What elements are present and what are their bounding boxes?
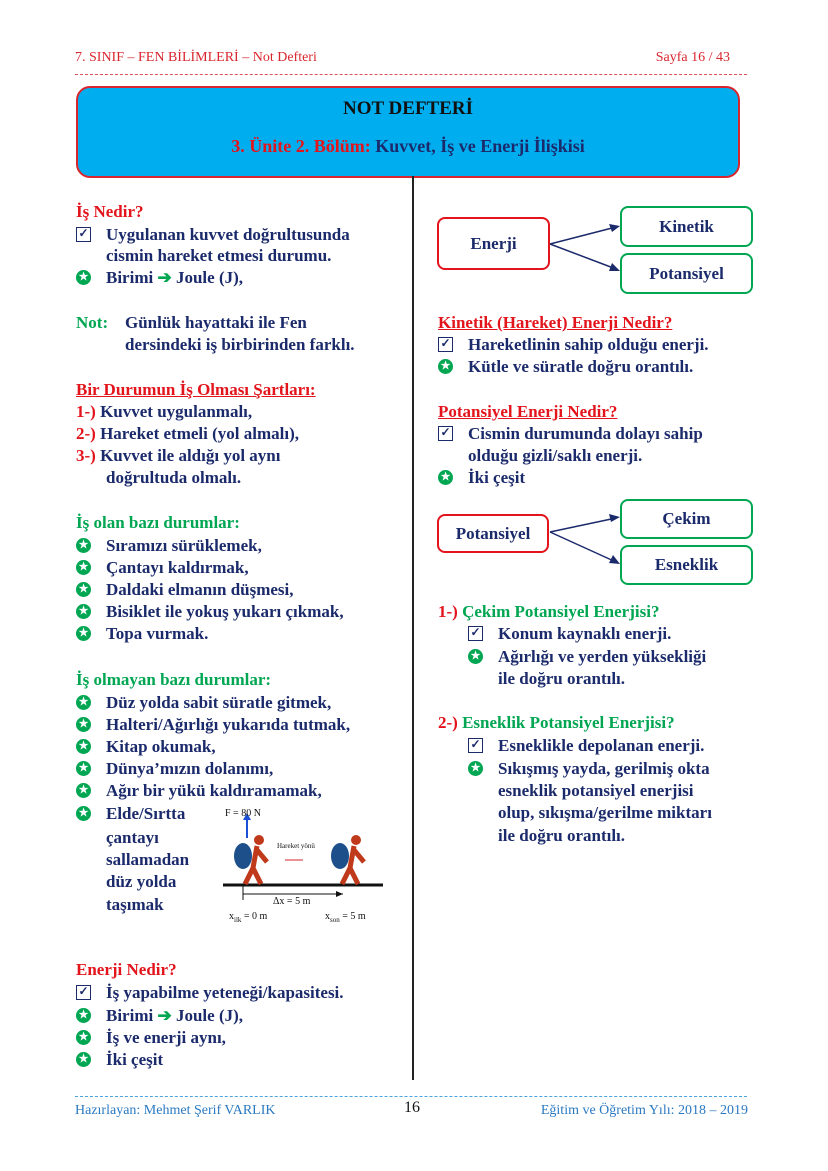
note-text: Günlük hayattaki ile Fen bbox=[125, 313, 307, 332]
heading-elastic: 2-) Esneklik Potansiyel Enerjisi? bbox=[438, 713, 675, 732]
list-item: ✓ İş yapabilme yeteneği/kapasitesi. bbox=[76, 982, 344, 1004]
potential-box: Potansiyel bbox=[620, 253, 753, 294]
heading-work-cases: İş olan bazı durumlar: bbox=[76, 513, 240, 532]
star-icon: ★ bbox=[76, 739, 91, 754]
list-item: ★ Elde/Sırtta bbox=[76, 803, 185, 825]
heading-kinetic: Kinetik (Hareket) Enerji Nedir? bbox=[438, 313, 673, 332]
star-icon: ★ bbox=[76, 695, 91, 710]
star-icon: ★ bbox=[76, 761, 91, 776]
checkbox-icon: ✓ bbox=[76, 985, 91, 1000]
checkbox-icon: ✓ bbox=[438, 426, 453, 441]
list-item-cont: sallamadan bbox=[106, 850, 190, 869]
list-item: ★ Birimi ➔ Joule (J), bbox=[76, 1005, 243, 1027]
list-item: ✓ Cismin durumunda dolayı sahip bbox=[438, 423, 703, 445]
star-icon: ★ bbox=[76, 538, 91, 553]
potential-root-box: Potansiyel bbox=[437, 514, 549, 553]
checkbox-icon: ✓ bbox=[76, 227, 91, 242]
list-item: ★ Düz yolda sabit süratle gitmek, bbox=[76, 692, 331, 714]
list-item: ★ İki çeşit bbox=[76, 1049, 163, 1071]
title-banner bbox=[76, 86, 740, 178]
walking-figure bbox=[215, 808, 385, 928]
footer-divider bbox=[75, 1096, 747, 1097]
unit-label: 3. Ünite 2. Bölüm: bbox=[231, 136, 371, 156]
list-item: ★ Kütle ve süratle doğru orantılı. bbox=[438, 356, 693, 378]
star-icon: ★ bbox=[76, 1030, 91, 1045]
column-divider bbox=[412, 176, 414, 1080]
footer-page-number: 16 bbox=[404, 1099, 420, 1116]
list-item: ★ Dünya’mızın dolanımı, bbox=[76, 758, 273, 780]
direction-label: Hareket yönü bbox=[277, 842, 315, 850]
heading-energy: Enerji Nedir? bbox=[76, 960, 177, 979]
list-item-cont: olduğu gizli/saklı enerji. bbox=[468, 446, 643, 465]
note-text: dersindeki iş birbirinden farklı. bbox=[125, 335, 355, 354]
checkbox-icon: ✓ bbox=[438, 337, 453, 352]
arrow-icon: ➔ bbox=[157, 1006, 172, 1025]
star-icon: ★ bbox=[76, 560, 91, 575]
star-icon: ★ bbox=[76, 783, 91, 798]
list-item: ✓ Hareketlinin sahip olduğu enerji. bbox=[438, 334, 709, 356]
star-icon: ★ bbox=[438, 470, 453, 485]
list-item: ★ Birimi ➔ Joule (J), bbox=[76, 267, 243, 289]
list-item: ★ Sıramızı sürüklemek, bbox=[76, 535, 262, 557]
checkbox-icon: ✓ bbox=[468, 626, 483, 641]
list-item: ✓ Esneklikle depolanan enerji. bbox=[468, 735, 704, 757]
kinetic-box: Kinetik bbox=[620, 206, 753, 247]
footer-author: Hazırlayan: Mehmet Şerif VARLIK bbox=[75, 1103, 276, 1118]
gravity-box: Çekim bbox=[620, 499, 753, 539]
list-item-cont: taşımak bbox=[106, 895, 164, 914]
list-item: ★ Ağırlığı ve yerden yüksekliği bbox=[468, 646, 706, 668]
list-item: ★ İki çeşit bbox=[438, 467, 525, 489]
list-item: ✓ Uygulanan kuvvet doğrultusunda bbox=[76, 224, 350, 246]
star-icon: ★ bbox=[76, 582, 91, 597]
list-item: 2-) Hareket etmeli (yol almalı), bbox=[76, 424, 299, 443]
star-icon: ★ bbox=[76, 717, 91, 732]
list-item: 3-) Kuvvet ile aldığı yol aynı bbox=[76, 446, 281, 465]
list-item: ★ Çantayı kaldırmak, bbox=[76, 557, 249, 579]
heading-nonwork-cases: İş olmayan bazı durumlar: bbox=[76, 670, 272, 689]
force-label: F = 80 N bbox=[225, 808, 261, 819]
banner-subtitle bbox=[78, 136, 738, 157]
header-page: Sayfa 16 / 43 bbox=[655, 50, 730, 65]
energy-box: Enerji bbox=[437, 217, 550, 270]
star-icon: ★ bbox=[468, 761, 483, 776]
list-item-cont: çantayı bbox=[106, 828, 159, 847]
arrow-icon: ➔ bbox=[157, 268, 172, 287]
list-item-cont: olup, sıkışma/gerilme miktarı bbox=[498, 803, 712, 822]
heading-potential: Potansiyel Enerji Nedir? bbox=[438, 402, 618, 421]
unit-title: Kuvvet, İş ve Enerji İlişkisi bbox=[375, 136, 585, 156]
branch-arrows bbox=[548, 510, 623, 570]
list-item: ✓ Konum kaynaklı enerji. bbox=[468, 623, 671, 645]
star-icon: ★ bbox=[76, 270, 91, 285]
list-item-cont: cismin hareket etmesi durumu. bbox=[106, 246, 332, 265]
list-item: ★ Bisiklet ile yokuş yukarı çıkmak, bbox=[76, 601, 344, 623]
list-item-cont: doğrultuda olmalı. bbox=[106, 468, 242, 487]
list-item-cont: düz yolda bbox=[106, 872, 177, 891]
star-icon: ★ bbox=[76, 806, 91, 821]
list-item: ★ Ağır bir yükü kaldıramamak, bbox=[76, 780, 322, 802]
star-icon: ★ bbox=[468, 649, 483, 664]
list-item: ★ Sıkışmış yayda, gerilmiş okta bbox=[468, 758, 710, 780]
star-icon: ★ bbox=[76, 1008, 91, 1023]
star-icon: ★ bbox=[76, 626, 91, 641]
list-item: ★ Daldaki elmanın düşmesi, bbox=[76, 579, 294, 601]
list-item: ★ Kitap okumak, bbox=[76, 736, 216, 758]
branch-arrows bbox=[548, 220, 623, 280]
list-item-cont: esneklik potansiyel enerjisi bbox=[498, 781, 694, 800]
heading-is-nedir: İş Nedir? bbox=[76, 202, 144, 221]
star-icon: ★ bbox=[76, 1052, 91, 1067]
displacement-label: Δx = 5 m bbox=[273, 896, 311, 907]
list-item: ★ Topa vurmak. bbox=[76, 623, 208, 645]
note-label: Not: bbox=[76, 313, 109, 332]
header-title: 7. SINIF – FEN BİLİMLERİ – Not Defteri bbox=[75, 50, 317, 65]
list-item-cont: ile doğru orantılı. bbox=[498, 826, 626, 845]
list-item: 1-) Kuvvet uygulanmalı, bbox=[76, 402, 253, 421]
banner-title: NOT DEFTERİ bbox=[342, 98, 474, 119]
star-icon: ★ bbox=[76, 604, 91, 619]
heading-conditions: Bir Durumun İş Olması Şartları: bbox=[76, 380, 316, 399]
end-position-label: $x_{son} = 5$ m bbox=[325, 911, 366, 924]
header-divider bbox=[75, 74, 747, 75]
footer-year: Eğitim ve Öğretim Yılı: 2018 – 2019 bbox=[540, 1103, 748, 1118]
start-position-label: $x_{ilk} = 0$ m bbox=[229, 911, 268, 924]
list-item: ★ İş ve enerji aynı, bbox=[76, 1027, 226, 1049]
list-item-cont: ile doğru orantılı. bbox=[498, 669, 626, 688]
hikers-illustration bbox=[215, 808, 385, 928]
elastic-box: Esneklik bbox=[620, 545, 753, 585]
heading-gravity: 1-) Çekim Potansiyel Enerjisi? bbox=[438, 602, 660, 621]
list-item: ★ Halteri/Ağırlığı yukarıda tutmak, bbox=[76, 714, 350, 736]
star-icon: ★ bbox=[438, 359, 453, 374]
checkbox-icon: ✓ bbox=[468, 738, 483, 753]
